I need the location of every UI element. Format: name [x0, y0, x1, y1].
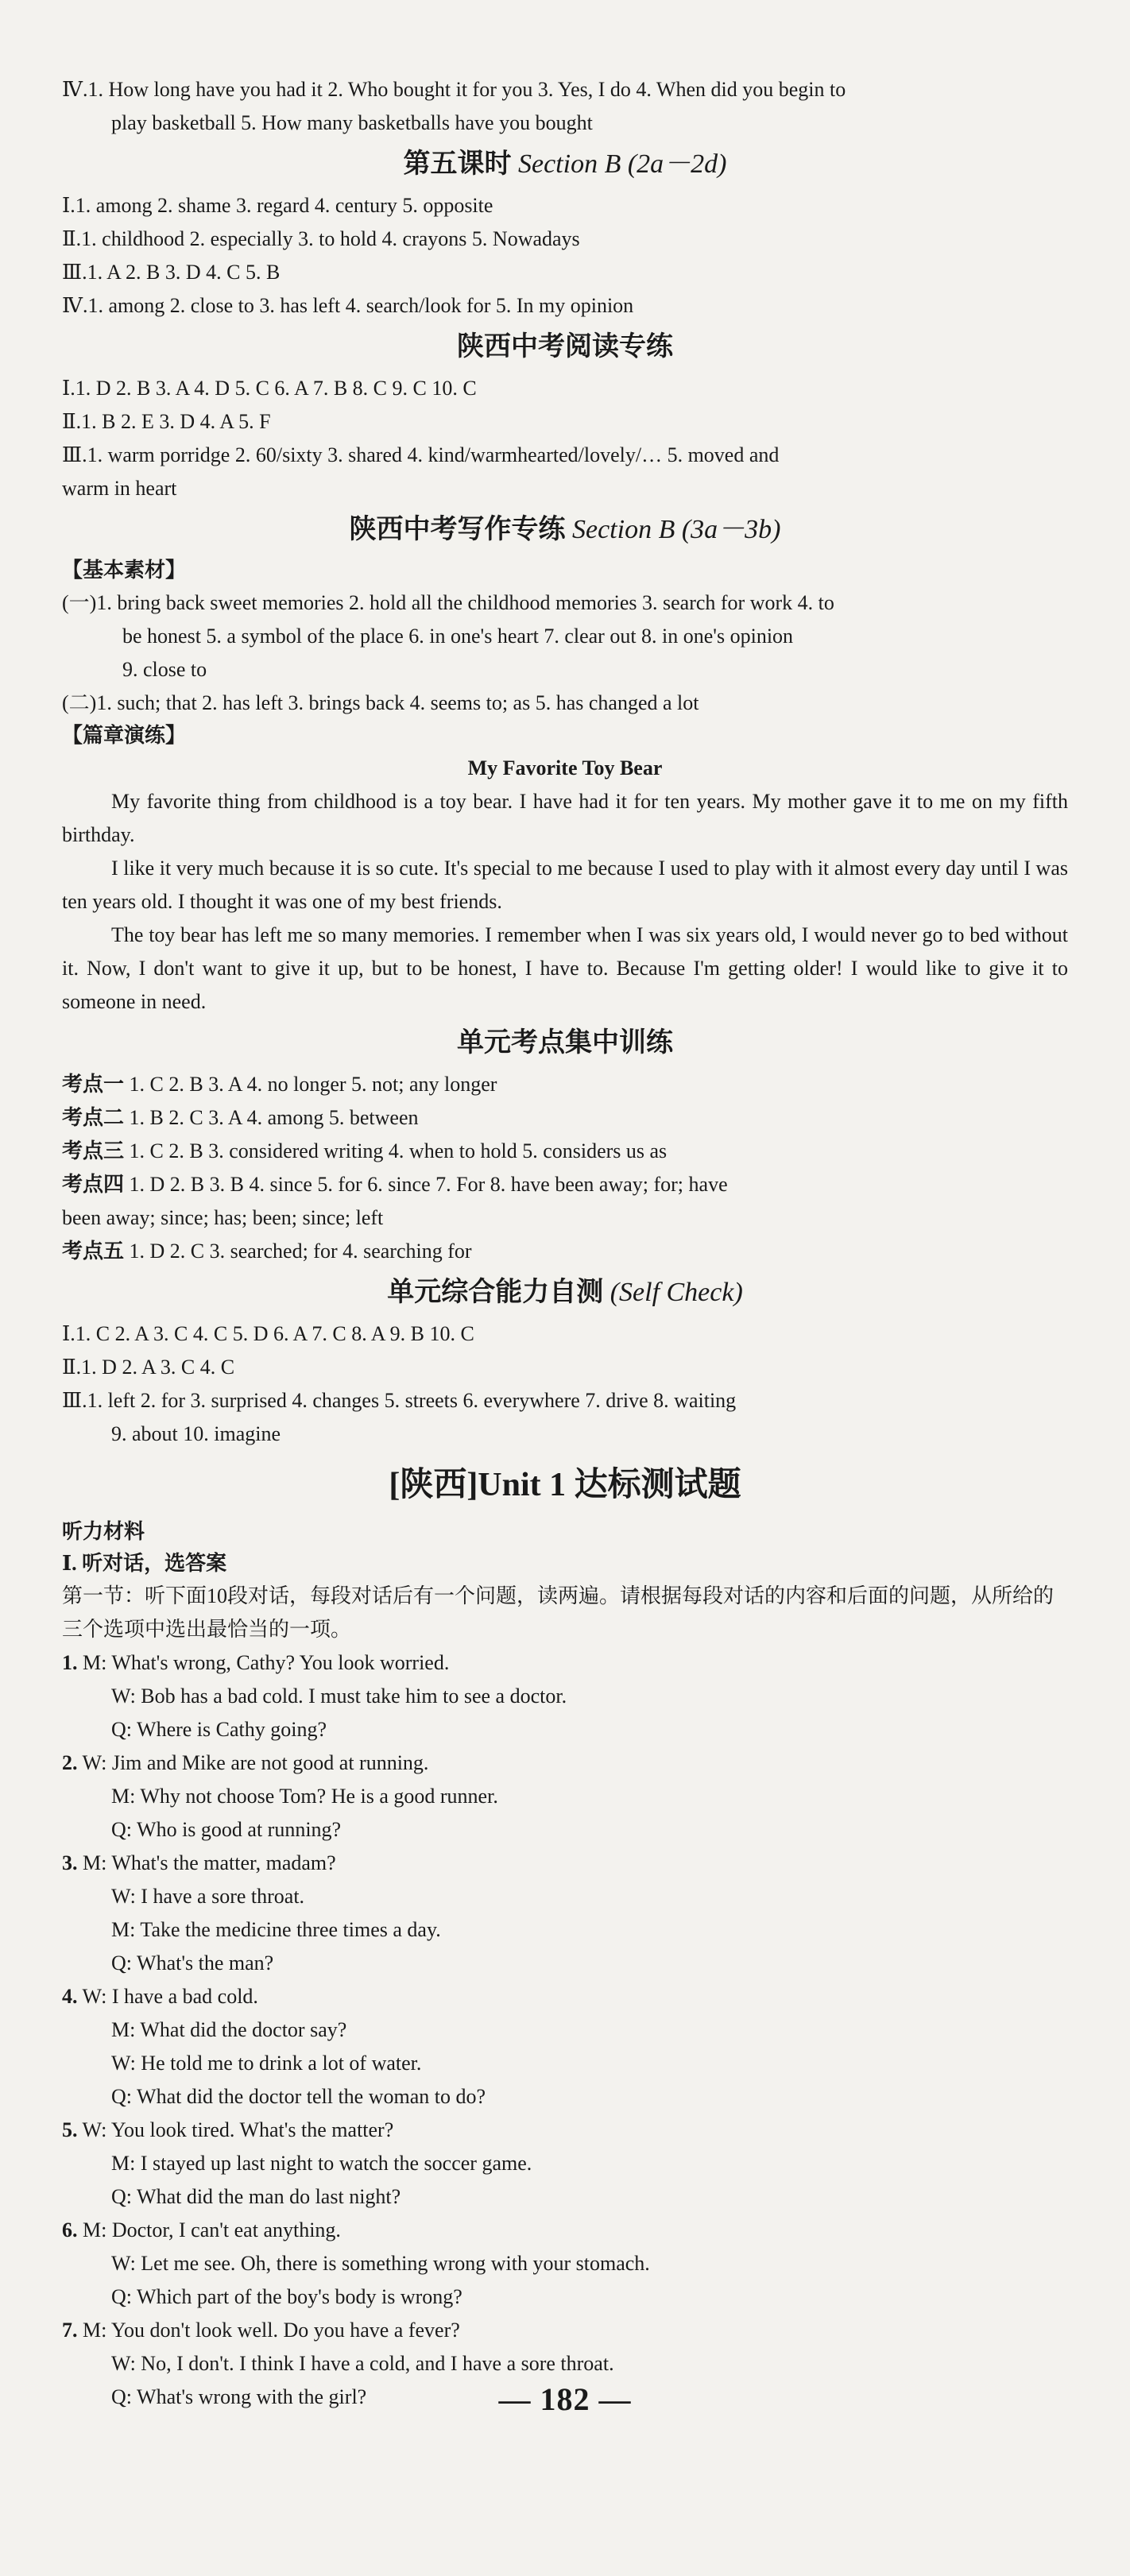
focus-text: 1. D 2. C 3. searched; for 4. searching for — [124, 1240, 472, 1263]
answer-line: Ⅰ.1. D 2. B 3. A 4. D 5. C 6. A 7. B 8. C 9. C 10. C — [62, 377, 477, 400]
dialog-line: M: Why not choose Tom? He is a good runner. — [111, 1785, 498, 1808]
dialog-line: M: What's the matter, madam? — [83, 1851, 336, 1874]
dialog-line: W: Jim and Mike are not good at running. — [82, 1751, 429, 1774]
focus-row — [62, 1201, 1068, 1235]
dialog-line: W: Bob has a bad cold. I must take him to see a doctor. — [111, 1684, 567, 1708]
dialog-line: M: I stayed up last night to watch the soccer game. — [111, 2152, 532, 2175]
focus-label: 考点五 — [62, 1240, 125, 1263]
focus-row — [62, 1101, 1068, 1135]
dialog-line: W: You look tired. What's the matter? — [82, 2118, 394, 2141]
dialog-line: M: What's wrong, Cathy? You look worried. — [83, 1651, 450, 1674]
dialog-number: 5. — [62, 2118, 78, 2141]
answer-line: Ⅳ.1. How long have you had it 2. Who bought it for you 3. Yes, I do 4. When did you begin to — [62, 78, 846, 101]
lesson5-heading — [62, 145, 1068, 184]
dialog-line: W: I have a sore throat. — [111, 1885, 305, 1908]
heading-en: (Self Check) — [610, 1278, 743, 1307]
test-title: [陕西]Unit 1 达标测试题 — [389, 1467, 741, 1503]
answer-line: Ⅱ.1. D 2. A 3. C 4. C — [62, 1356, 235, 1379]
focus-label: 考点二 — [62, 1106, 125, 1129]
essay-title: My Favorite Toy Bear — [467, 756, 663, 779]
answer-line: play basketball 5. How many basketballs have you bought — [111, 111, 593, 134]
dialog-list — [62, 1646, 1068, 2414]
listening-material-label: 听力材料 — [62, 1520, 145, 1543]
answer-line: Ⅲ.1. left 2. for 3. surprised 4. changes 5. streets 6. everywhere 7. drive 8. waiting — [62, 1389, 737, 1412]
dialog-line: M: What did the doctor say? — [111, 2018, 347, 2041]
answer-line: Ⅲ.1. warm porridge 2. 60/sixty 3. shared 4. kind/warmhearted/lovely/… 5. moved and — [62, 443, 780, 466]
dialog-line: Q: What did the man do last night? — [111, 2185, 401, 2208]
focus-label: 考点一 — [62, 1073, 125, 1096]
answer-line: 9. close to — [122, 658, 207, 681]
heading-cn: 第五课时 — [403, 149, 512, 179]
heading-cn: 陕西中考写作专练 — [349, 515, 566, 544]
answer-line: Ⅳ.1. among 2. close to 3. has left 4. search/look for 5. In my opinion — [62, 294, 634, 317]
essay-paragraph: My favorite thing from childhood is a toy bear. I have had it for ten years. My mother gave it to me on my fifth birthday. — [62, 790, 1068, 846]
dialog-line: Q: Who is good at running? — [111, 1818, 342, 1841]
focus-row — [62, 1235, 1068, 1268]
dialog-line: Q: Which part of the boy's body is wrong? — [111, 2285, 462, 2308]
page-number: — 182 — — [498, 2381, 632, 2417]
unit-focus-heading: 单元考点集中训练 — [457, 1028, 673, 1058]
dialog-number: 1. — [62, 1651, 78, 1674]
focus-label: 考点四 — [62, 1173, 125, 1196]
reading-heading: 陕西中考阅读专练 — [457, 332, 673, 362]
writing-heading — [62, 510, 1068, 550]
section-tag: 【篇章演练】 — [62, 724, 187, 747]
dialog-number: 6. — [62, 2218, 78, 2241]
dialog-item — [62, 1646, 1068, 1746]
heading-cn: 单元综合能力自测 — [387, 1278, 604, 1307]
dialog-line: W: Let me see. Oh, there is something wrong with your stomach. — [111, 2252, 650, 2275]
instruction-text: 第一节：听下面10段对话，每段对话后有一个问题，读两遍。请根据每段对话的内容和后面的问题，从所给的三个选项中选出最恰当的一项。 — [62, 1584, 1055, 1641]
answer-line: Ⅲ.1. A 2. B 3. D 4. C 5. B — [62, 261, 281, 284]
essay-paragraph: The toy bear has left me so many memories. I remember when I was six years old, I would never go to bed without it. Now, I don't want to give it up, but to be honest, I have to. Because I'm getting older! I would like to give it to someone in need. — [62, 923, 1068, 1013]
dialog-number: 3. — [62, 1851, 78, 1874]
essay-paragraph: I like it very much because it is so cute. It's special to me because I used to play with it almost every day until I was ten years old. I thought it was one of my best friends. — [62, 857, 1068, 913]
dialog-line: Q: What did the doctor tell the woman to do? — [111, 2085, 486, 2108]
dialog-line: W: No, I don't. I think I have a cold, and I have a sore throat. — [111, 2352, 614, 2375]
dialog-line: M: You don't look well. Do you have a fever? — [83, 2319, 460, 2342]
answer-line: (二)1. such; that 2. has left 3. brings back 4. seems to; as 5. has changed a lot — [62, 691, 699, 714]
focus-text: 1. B 2. C 3. A 4. among 5. between — [124, 1106, 419, 1129]
answer-line: Ⅱ.1. B 2. E 3. D 4. A 5. F — [62, 410, 271, 433]
answer-line: 9. about 10. imagine — [111, 1422, 281, 1445]
dialog-item — [62, 1746, 1068, 1847]
dialog-line: Q: What's wrong with the girl? — [111, 2385, 367, 2408]
dialog-item — [62, 2114, 1068, 2214]
focus-text: 1. C 2. B 3. A 4. no longer 5. not; any longer — [124, 1073, 497, 1096]
dialog-item — [62, 1980, 1068, 2114]
self-check-heading — [62, 1273, 1068, 1313]
focus-row — [62, 1068, 1068, 1101]
dialog-line: M: Doctor, I can't eat anything. — [83, 2218, 341, 2241]
focus-text: been away; since; has; been; since; left — [62, 1206, 384, 1229]
dialog-number: 7. — [62, 2319, 78, 2342]
answer-line: Ⅰ.1. C 2. A 3. C 4. C 5. D 6. A 7. C 8. A 9. B 10. C — [62, 1322, 474, 1345]
dialog-item — [62, 2214, 1068, 2314]
answer-line: Ⅰ.1. among 2. shame 3. regard 4. century 5. opposite — [62, 194, 493, 217]
heading-en: Section B (3a－3b) — [572, 515, 781, 544]
dialog-line: M: Take the medicine three times a day. — [111, 1918, 441, 1941]
answer-line: Ⅱ.1. childhood 2. especially 3. to hold 4. crayons 5. Nowadays — [62, 227, 580, 250]
focus-label: 考点三 — [62, 1139, 125, 1162]
focus-text: 1. D 2. B 3. B 4. since 5. for 6. since 7. For 8. have been away; for; have — [124, 1173, 728, 1196]
dialog-line: Q: What's the man? — [111, 1951, 274, 1975]
focus-row — [62, 1168, 1068, 1201]
dialog-line: W: I have a bad cold. — [82, 1985, 258, 2008]
heading-en: Section B (2a－2d) — [518, 149, 727, 179]
answer-line: warm in heart — [62, 477, 177, 500]
answer-line: (一)1. bring back sweet memories 2. hold all the childhood memories 3. search for work 4. to — [62, 591, 834, 614]
dialog-line: W: He told me to drink a lot of water. — [111, 2052, 422, 2075]
dialog-item — [62, 1847, 1068, 1980]
dialog-line: Q: Where is Cathy going? — [111, 1718, 327, 1741]
dialog-number: 2. — [62, 1751, 78, 1774]
focus-row — [62, 1135, 1068, 1168]
section-tag: 【基本素材】 — [62, 559, 187, 582]
focus-text: 1. C 2. B 3. considered writing 4. when to hold 5. considers us as — [124, 1139, 668, 1162]
dialog-number: 4. — [62, 1985, 78, 2008]
answer-line: be honest 5. a symbol of the place 6. in one's heart 7. clear out 8. in one's opinion — [122, 625, 794, 648]
listening-section-label: Ⅰ. 听对话，选答案 — [62, 1552, 227, 1575]
